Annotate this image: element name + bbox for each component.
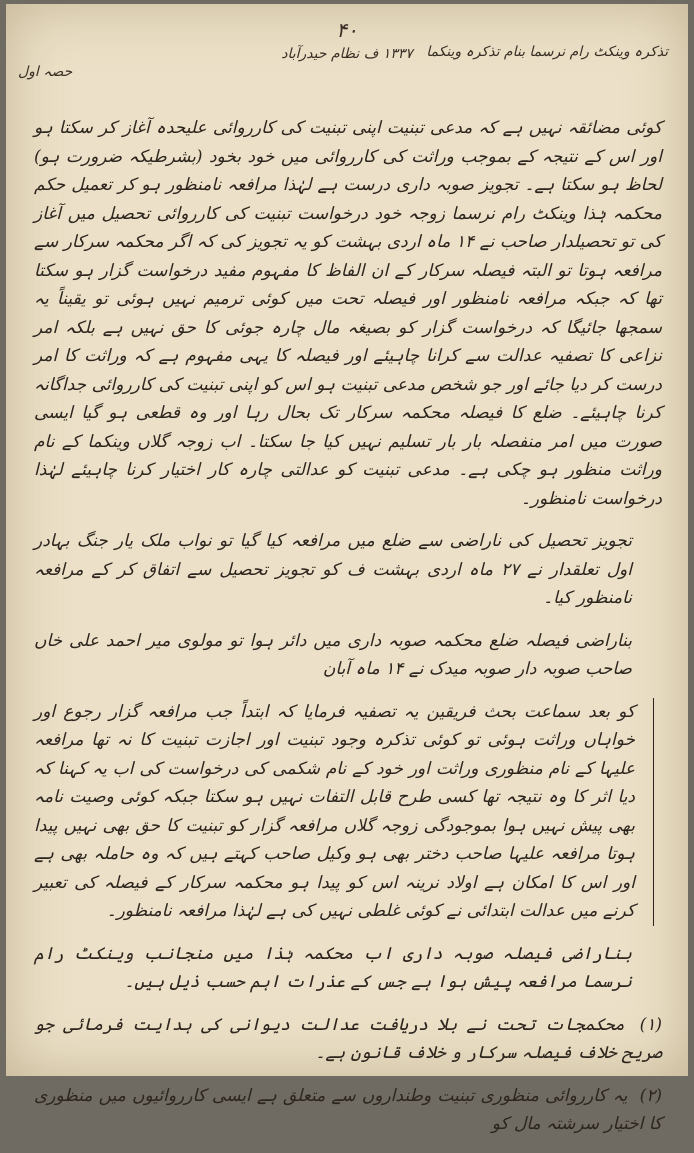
paragraph: تجویز تحصیل کی ناراضی سے ضلع میں مرافعہ کیا گیا تو نواب ملک یار جنگ بہادر اول تعلقدار نے ۲۷ ماہ اردی بہشت ف کو تجویز تحصیل سے اتفاق کر کے مرافعہ نامنظور کیا۔ bbox=[34, 531, 632, 608]
page-header bbox=[6, 4, 688, 94]
section-label: حصہ اول bbox=[18, 64, 73, 80]
item-number: (۱) bbox=[639, 1014, 662, 1035]
document-page bbox=[6, 4, 688, 1134]
item-text: محکمجات تحت نے بلا دریافت عدالت دیوانی کی ہدایت فرمائی جو صریح خلاف فیصلہ سرکار و خلاف قانون ہے۔ bbox=[34, 1014, 662, 1063]
bracketed-paragraph: کو بعد سماعت بحث فریقین یہ تصفیہ فرمایا کہ ابتداً جب مرافعہ گزار رجوع اور خواہاں وراثت ہوئی تو کوئی تذکرہ وجود تبنیت اور اجازت تبنیت کا نہ تھا مرافعہ علیہا کے نام منظوری وراثت اور خود کے نام شکمی کی درخواست کی اب یہ کہنا کہ دیا اثر کا وہ نتیجہ تھا کسی طرح قابل التفات نہیں ہو سکتا جبکہ کوئی وصیت نامہ بھی پیش نہیں ہوا بموجودگی زوجہ گلاں مرافعہ گزار کو تبنیت کا حق بھی نہیں پیدا ہوتا مرافعہ علیہا صاحب دختر بھی ہو وکیل صاحب کہتے ہیں کہ وہ حاملہ بھی ہے اور اس کا امکان ہے اولاد نرینہ اس کو پیدا ہو محکمہ سرکار کے فیصلہ کی تعبیر کرنے میں عدالت ابتدائی نے کوئی غلطی نہیں کی ہے لہٰذا مرافعہ نامنظور۔ bbox=[34, 698, 654, 926]
item-text: یہ کارروائی منظوری تبنیت وطنداروں سے متعلق ہے ایسی کارروائیوں میں منظوری کا اختیار سرشتہ مال کو bbox=[34, 1085, 662, 1134]
paragraph: بناراضی فیصلہ صوبہ داری اب محکمہ ہٰذا میں منجانب وینکٹ رام نرسما مرافعہ پیش ہوا ہے جس کے عذرات اہم حسب ذیل ہیں۔ bbox=[34, 943, 632, 992]
body-text bbox=[34, 114, 662, 1153]
list-item bbox=[34, 1082, 662, 1139]
list-item bbox=[34, 1011, 662, 1068]
item-number: (۲) bbox=[639, 1085, 662, 1106]
page-number: ۴۰ bbox=[336, 18, 358, 42]
paragraph: کوئی مضائقہ نہیں ہے کہ مدعی تبنیت اپنی تبنیت کی کارروائی علیحدہ آغاز کر سکتا ہو اور اس کے نتیجہ کے بموجب وراثت کی کارروائی میں خود بخود (بشرطیکہ ضرورت ہو) لحاظ ہو سکتا ہے۔ تجویز صوبہ داری درست ہے لہٰذا مرافعہ نامنظور ہو کر تعمیل حکم محکمہ ہٰذا وینکٹ رام نرسما زوجہ خود درخواست تبنیت کی کارروائی تحصیل میں آغاز کی تو تحصیلدار صاحب نے ۱۴ ماہ اردی بہشت کو یہ تجویز کی کہ اگر محکمہ سرکار سے مرافعہ ہوتا تو البتہ فیصلہ سرکار کے ان الفاظ کا مفہوم مفید درخواست گزار ہو سکتا تھا کہ جبکہ مرافعہ نامنظور اور فیصلہ تحت میں کوئی ترمیم نہیں ہوئی تو یقیناً یہ سمجھا جائیگا کہ درخواست گزار کو بصیغہ مال چارہ جوئی کا حق نہیں ہے بلکہ امر نزاعی کا تصفیہ عدالت سے کرانا چاہیئے اور فیصلہ کا یہی مفہوم ہے کہ وراثت کا امر درست کر دیا جائے اور جو شخص مدعی تبنیت ہو اس کو اپنی تبنیت کی کارروائی جداگانہ کرنا چاہیئے۔ ضلع کا فیصلہ محکمہ سرکار تک بحال رہا اور وہ قطعی ہو گیا ایسی صورت میں امر منفصلہ بار بار تسلیم نہیں کیا جا سکتا۔ اب زوجہ گلاں وینکما کے نام وراثت منظور ہو چکی ہے۔ مدعی تبنیت کو عدالتی چارہ کار اختیار کرنا چاہیئے لہٰذا درخواست نامنظور۔ bbox=[34, 118, 662, 509]
header-center bbox=[6, 18, 688, 62]
header-subtitle: ۱۳۳۷ ف نظام حیدرآباد bbox=[281, 46, 413, 62]
paragraph: بناراضی فیصلہ ضلع محکمہ صوبہ داری میں دائر ہوا تو مولوی میر احمد علی خاں صاحب صوبہ دار صوبہ میدک نے ۱۴ ماہ آبان bbox=[34, 630, 632, 679]
running-title: تذکرہ وینکٹ رام نرسما بنام تذکرہ وینکما bbox=[426, 44, 668, 60]
